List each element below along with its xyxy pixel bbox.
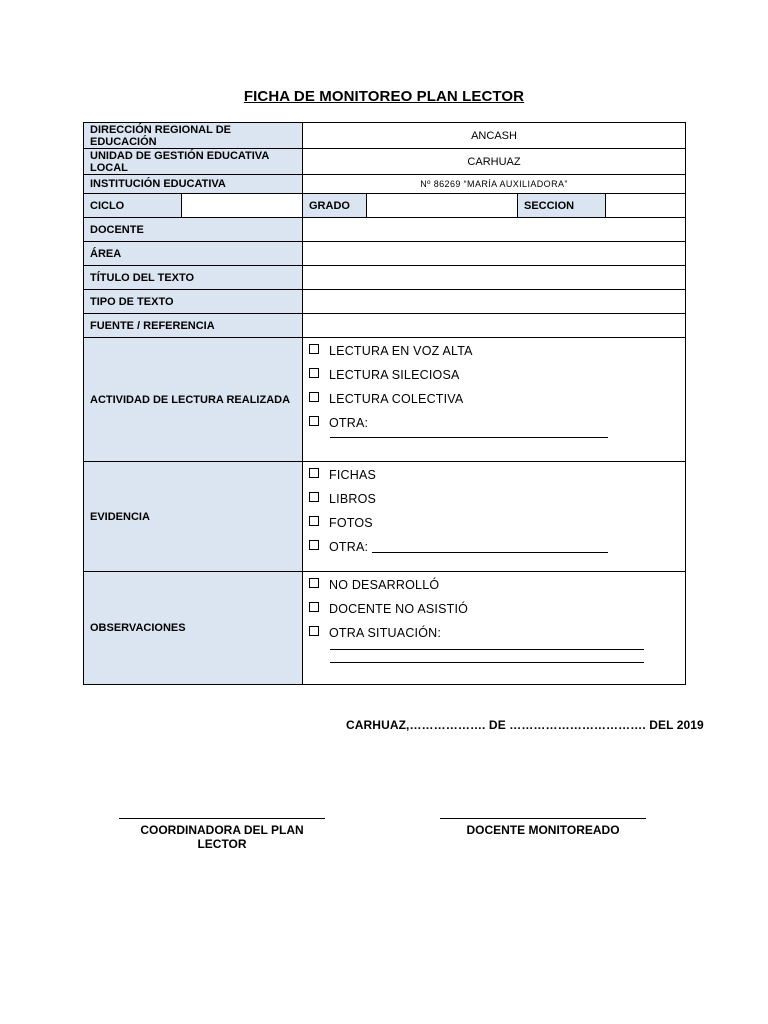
actividad-option-silenciosa[interactable]: LECTURA SILECIOSA [309, 368, 679, 392]
evidencia-options [303, 462, 686, 572]
page-title: FICHA DE MONITOREO PLAN LECTOR [243, 88, 525, 105]
signature-label-right: DOCENTE MONITOREADO [466, 823, 620, 837]
signature-line[interactable] [119, 818, 325, 819]
observaciones-line-2[interactable] [330, 662, 644, 663]
titulo-label: TÍTULO DEL TEXTO [84, 266, 303, 290]
monitoring-form-table [83, 122, 686, 685]
observaciones-option-no-desarrollo[interactable]: NO DESARROLLÓ [309, 578, 679, 602]
checkbox[interactable] [309, 468, 319, 478]
evidencia-option-libros[interactable]: LIBROS [309, 492, 679, 516]
ciclo-field[interactable] [182, 194, 303, 218]
checkbox[interactable] [309, 578, 319, 588]
row-dre [84, 123, 686, 149]
checkbox[interactable] [309, 540, 319, 550]
ie-label: INSTITUCIÓN EDUCATIVA [84, 175, 303, 194]
titulo-field[interactable] [303, 266, 686, 290]
row-area [84, 242, 686, 266]
ie-value[interactable]: Nº 86269 “MARÍA AUXILIADORA” [303, 175, 686, 194]
checkbox[interactable] [309, 368, 319, 378]
checkbox[interactable] [309, 492, 319, 502]
ciclo-label: CICLO [84, 194, 182, 218]
observaciones-label: OBSERVACIONES [84, 572, 303, 685]
signature-docente [440, 818, 646, 837]
signature-coordinadora [119, 818, 325, 851]
evidencia-option-fotos[interactable]: FOTOS [309, 516, 679, 540]
checkbox[interactable] [309, 626, 319, 636]
checkbox[interactable] [309, 516, 319, 526]
row-titulo [84, 266, 686, 290]
fuente-label: FUENTE / REFERENCIA [84, 314, 303, 338]
observaciones-option-docente-no-asistio[interactable]: DOCENTE NO ASISTIÓ [309, 602, 679, 626]
evidencia-label: EVIDENCIA [84, 462, 303, 572]
signature-label-left: COORDINADORA DEL PLAN LECTOR [140, 823, 304, 851]
actividad-label: ACTIVIDAD DE LECTURA REALIZADA [84, 338, 303, 462]
ugel-value[interactable]: CARHUAZ [303, 149, 686, 175]
dre-value[interactable]: ANCASH [303, 123, 686, 149]
checkbox[interactable] [309, 602, 319, 612]
actividad-options [303, 338, 686, 462]
fuente-field[interactable] [303, 314, 686, 338]
row-ie [84, 175, 686, 194]
seccion-field[interactable] [606, 194, 686, 218]
ugel-label: UNIDAD DE GESTIÓN EDUCATIVA LOCAL [84, 149, 303, 175]
tipo-label: TIPO DE TEXTO [84, 290, 303, 314]
area-label: ÁREA [84, 242, 303, 266]
actividad-option-voz-alta[interactable]: LECTURA EN VOZ ALTA [309, 344, 679, 368]
row-evidencia [84, 462, 686, 572]
date-line: CARHUAZ,………………. DE ……………………………. DEL 2019 [346, 718, 704, 732]
area-field[interactable] [303, 242, 686, 266]
checkbox[interactable] [309, 416, 319, 426]
row-tipo [84, 290, 686, 314]
row-fuente [84, 314, 686, 338]
row-observaciones [84, 572, 686, 685]
grado-field[interactable] [367, 194, 518, 218]
docente-field[interactable] [303, 218, 686, 242]
evidencia-option-otra[interactable]: OTRA: [309, 540, 679, 564]
evidencia-option-fichas[interactable]: FICHAS [309, 468, 679, 492]
row-actividad [84, 338, 686, 462]
row-ugel [84, 149, 686, 175]
actividad-option-colectiva[interactable]: LECTURA COLECTIVA [309, 392, 679, 416]
checkbox[interactable] [309, 344, 319, 354]
evidencia-otra-line[interactable] [372, 552, 608, 553]
checkbox[interactable] [309, 392, 319, 402]
grado-label: GRADO [303, 194, 367, 218]
row-docente [84, 218, 686, 242]
tipo-field[interactable] [303, 290, 686, 314]
actividad-option-otra[interactable]: OTRA: [309, 416, 679, 430]
observaciones-line-1[interactable] [330, 649, 644, 650]
seccion-label: SECCION [518, 194, 606, 218]
signature-line[interactable] [440, 818, 646, 819]
actividad-otra-line[interactable] [330, 437, 608, 438]
observaciones-option-otra-situacion[interactable]: OTRA SITUACIÓN: [309, 626, 679, 642]
dre-label: DIRECCIÓN REGIONAL DE EDUCACIÓN [84, 123, 303, 149]
observaciones-options [303, 572, 686, 685]
docente-label: DOCENTE [84, 218, 303, 242]
row-ciclo-grado-seccion [84, 194, 686, 218]
